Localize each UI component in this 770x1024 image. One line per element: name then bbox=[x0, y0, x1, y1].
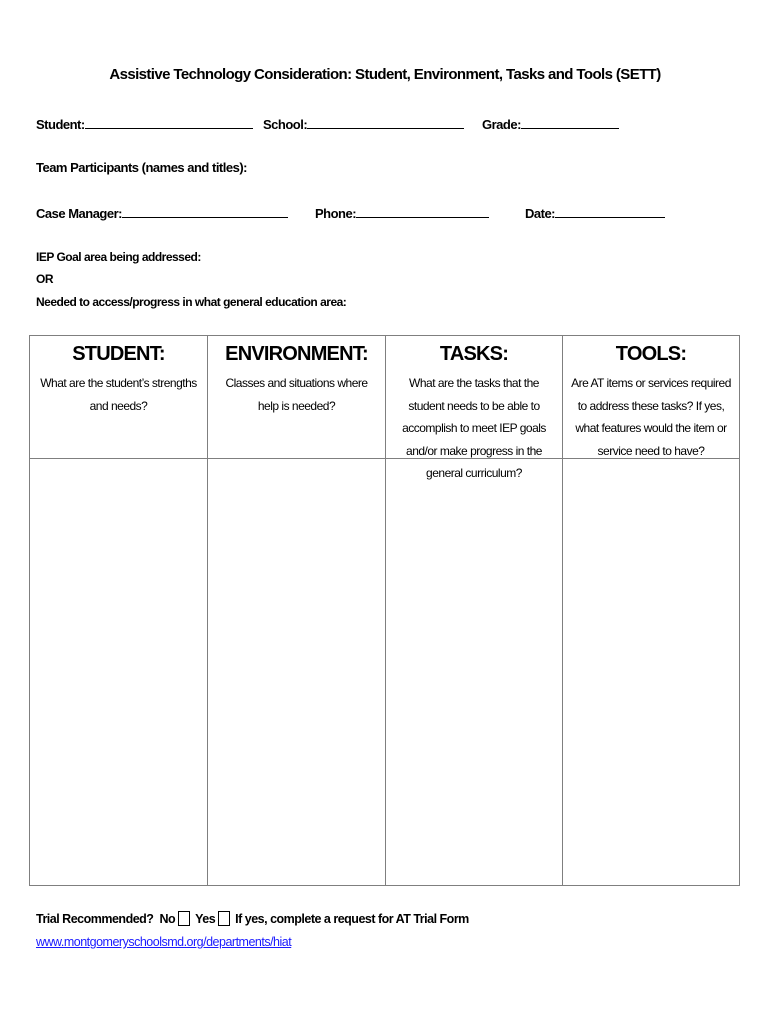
student-blank[interactable] bbox=[85, 116, 253, 129]
trial-note: If yes, complete a request for AT Trial Form bbox=[235, 911, 469, 926]
environment-column-question: Classes and situations where help is needed? bbox=[225, 376, 368, 413]
case-manager-field[interactable] bbox=[36, 205, 288, 221]
date-blank[interactable] bbox=[555, 205, 665, 218]
iep-goal-label: IEP Goal area being addressed: bbox=[36, 250, 201, 264]
case-manager-blank[interactable] bbox=[122, 205, 288, 218]
grade-field[interactable] bbox=[482, 116, 619, 132]
phone-blank[interactable] bbox=[356, 205, 489, 218]
phone-field[interactable] bbox=[315, 205, 489, 221]
trial-recommended-label: Trial Recommended? bbox=[36, 911, 154, 926]
phone-label: Phone: bbox=[315, 206, 357, 221]
no-label: No bbox=[159, 911, 176, 926]
student-column-entry[interactable] bbox=[30, 459, 207, 885]
school-field[interactable] bbox=[263, 116, 464, 132]
tools-column-entry[interactable] bbox=[563, 459, 739, 885]
student-label: Student: bbox=[36, 117, 85, 132]
student-column-header bbox=[30, 336, 207, 459]
sett-table bbox=[29, 335, 740, 886]
environment-column-title: ENVIRONMENT: bbox=[225, 343, 368, 365]
tasks-column-question: What are the tasks that the student needs to be able to accomplish to meet IEP goals and/or make progress in the general curriculum? bbox=[402, 376, 546, 480]
date-label: Date: bbox=[525, 206, 556, 221]
team-participants-label: Team Participants (names and titles): bbox=[36, 160, 247, 175]
no-checkbox[interactable] bbox=[178, 911, 190, 926]
tasks-column-entry[interactable] bbox=[386, 459, 562, 885]
grade-label: Grade: bbox=[482, 117, 521, 132]
school-blank[interactable] bbox=[307, 116, 464, 129]
tools-column-title: TOOLS: bbox=[615, 343, 687, 365]
hiat-link[interactable]: www.montgomeryschoolsmd.org/departments/hiat bbox=[36, 935, 292, 949]
general-education-label: Needed to access/progress in what general education area: bbox=[36, 295, 347, 309]
school-label: School: bbox=[263, 117, 308, 132]
grade-blank[interactable] bbox=[521, 116, 619, 129]
yes-label: Yes bbox=[195, 911, 216, 926]
team-participants-field[interactable] bbox=[36, 160, 247, 175]
student-column bbox=[30, 336, 208, 885]
tasks-column-title: TASKS: bbox=[439, 343, 509, 365]
or-label: OR bbox=[36, 272, 53, 286]
date-field[interactable] bbox=[525, 205, 665, 221]
trial-recommended-row bbox=[36, 911, 469, 926]
tasks-column bbox=[386, 336, 563, 885]
yes-checkbox[interactable] bbox=[218, 911, 230, 926]
tools-column bbox=[563, 336, 739, 885]
environment-column-entry[interactable] bbox=[208, 459, 385, 885]
student-column-title: STUDENT: bbox=[72, 343, 165, 365]
student-column-question: What are the student’s strengths and needs? bbox=[40, 376, 197, 413]
environment-column bbox=[208, 336, 386, 885]
tools-column-header bbox=[563, 336, 739, 459]
case-manager-label: Case Manager: bbox=[36, 206, 122, 221]
tasks-column-header bbox=[386, 336, 562, 480]
tools-column-question: Are AT items or services required to address these tasks? If yes, what features would the item or service need to have? bbox=[571, 376, 731, 458]
environment-column-header bbox=[208, 336, 385, 459]
student-field[interactable] bbox=[36, 116, 253, 132]
form-title: Assistive Technology Consideration: Student, Environment, Tasks and Tools (SETT) bbox=[109, 66, 661, 83]
